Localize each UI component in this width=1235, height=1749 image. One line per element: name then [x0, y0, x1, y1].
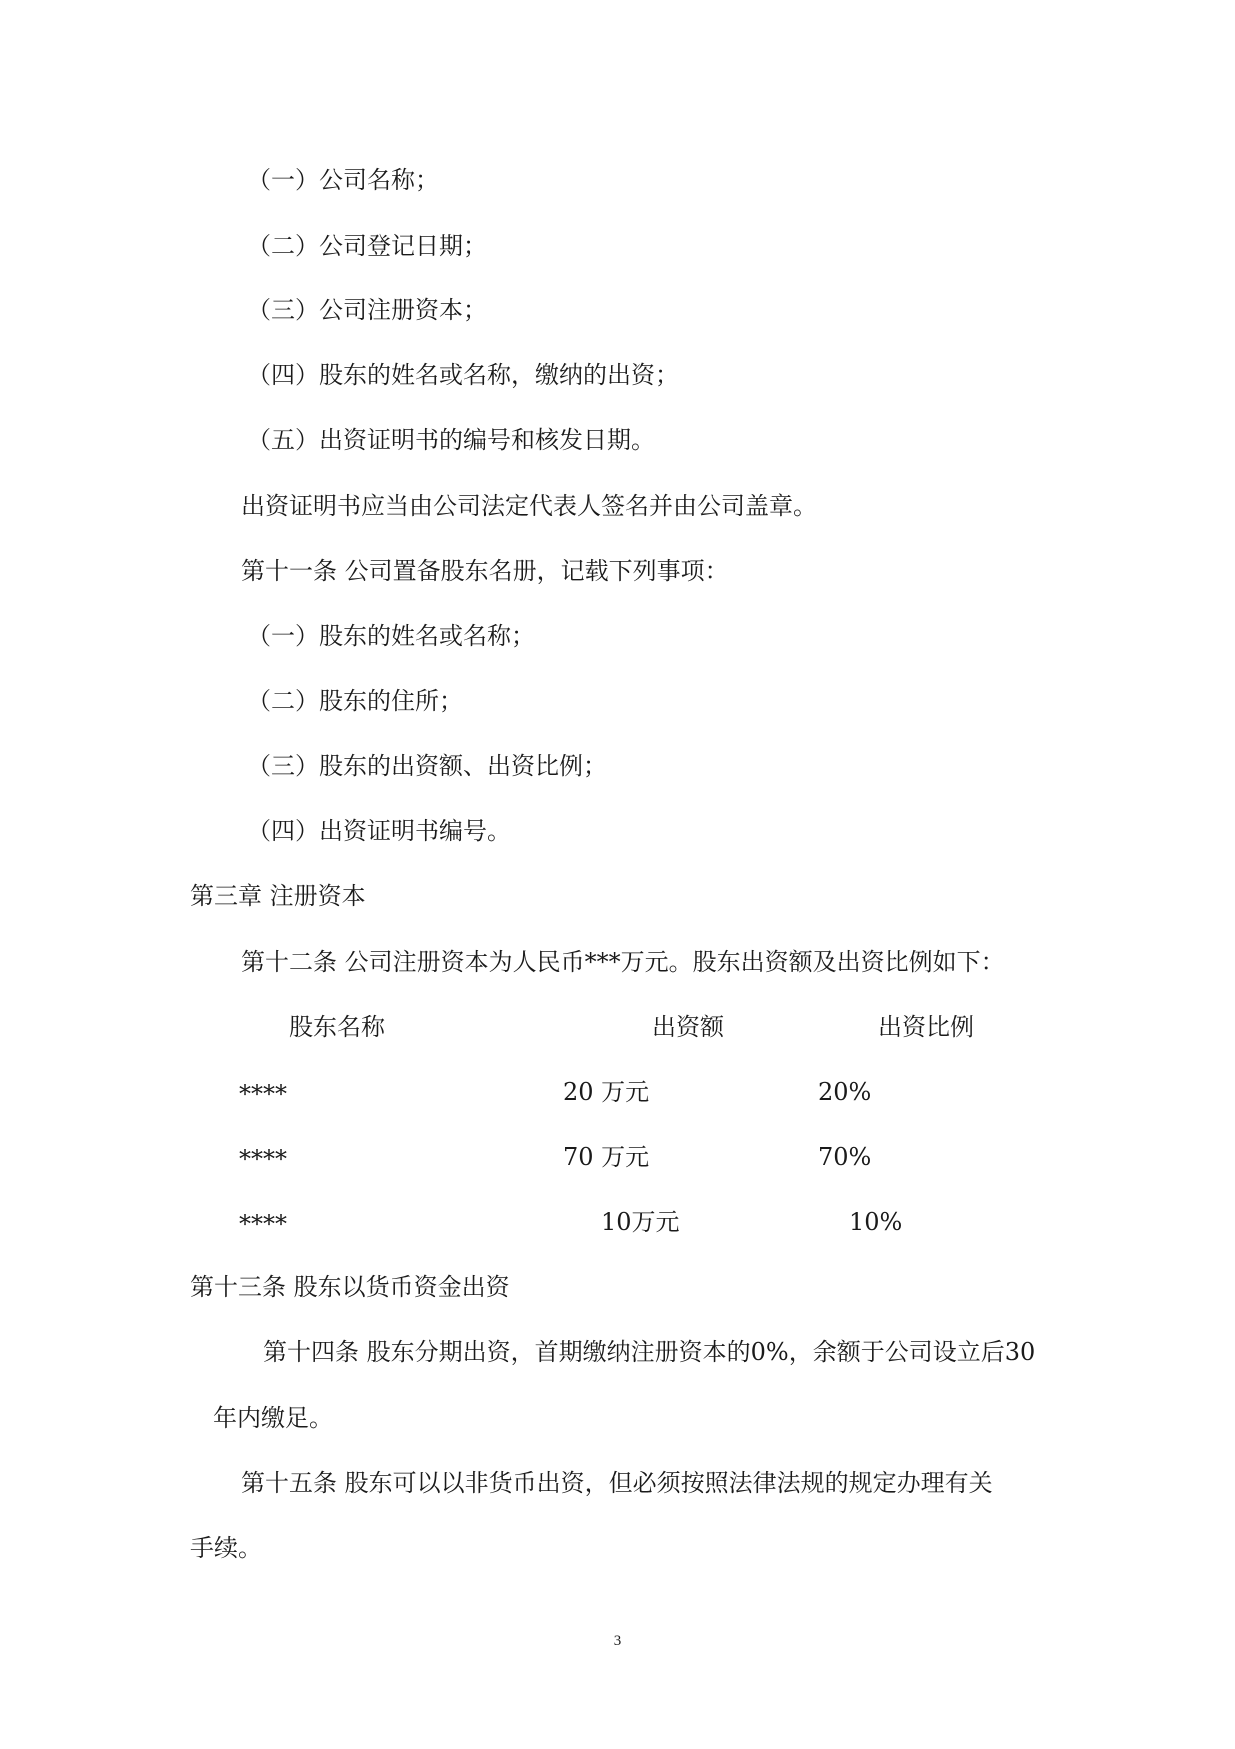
column-header-ratio: 出资比例: [878, 1013, 974, 1041]
article-13: 第十三条 股东以货币资金出资: [190, 1273, 510, 1301]
list-item: （一）股东的姓名或名称；: [247, 622, 535, 650]
list-item: （二）股东的住所；: [247, 687, 463, 715]
list-item: （三）股东的出资额、出资比例；: [247, 752, 607, 780]
article-14-line-1: 第十四条 股东分期出资，首期缴纳注册资本的0%，余额于公司设立后30: [263, 1338, 1036, 1366]
page-number: 3: [613, 1633, 622, 1649]
article-12: 第十二条 公司注册资本为人民币***万元。股东出资额及出资比例如下：: [241, 948, 1005, 976]
cell-name: ****: [239, 1210, 287, 1238]
article-15-line-2: 手续。: [190, 1534, 262, 1562]
cell-ratio: 20%: [818, 1078, 872, 1106]
cell-amount: 10万元: [601, 1208, 680, 1236]
cell-ratio: 10%: [849, 1208, 903, 1236]
article-15-line-1: 第十五条 股东可以以非货币出资，但必须按照法律法规的规定办理有关: [241, 1469, 993, 1497]
paragraph: 出资证明书应当由公司法定代表人签名并由公司盖章。: [241, 492, 817, 520]
chapter-heading: 第三章 注册资本: [190, 882, 366, 910]
cell-amount: 70 万元: [563, 1143, 650, 1171]
article-14-line-2: 年内缴足。: [213, 1404, 333, 1432]
article-11: 第十一条 公司置备股东名册，记载下列事项：: [241, 557, 729, 585]
list-item: （三）公司注册资本；: [247, 296, 487, 324]
list-item: （二）公司登记日期；: [247, 232, 487, 260]
column-header-name: 股东名称: [289, 1013, 385, 1041]
cell-name: ****: [239, 1080, 287, 1108]
cell-name: ****: [239, 1145, 287, 1173]
cell-amount: 20 万元: [563, 1078, 650, 1106]
cell-ratio: 70%: [818, 1143, 872, 1171]
list-item: （五）出资证明书的编号和核发日期。: [247, 426, 655, 454]
column-header-amount: 出资额: [652, 1013, 724, 1041]
list-item: （四）出资证明书编号。: [247, 817, 511, 845]
list-item: （四）股东的姓名或名称，缴纳的出资；: [247, 361, 679, 389]
list-item: （一）公司名称；: [247, 166, 439, 194]
